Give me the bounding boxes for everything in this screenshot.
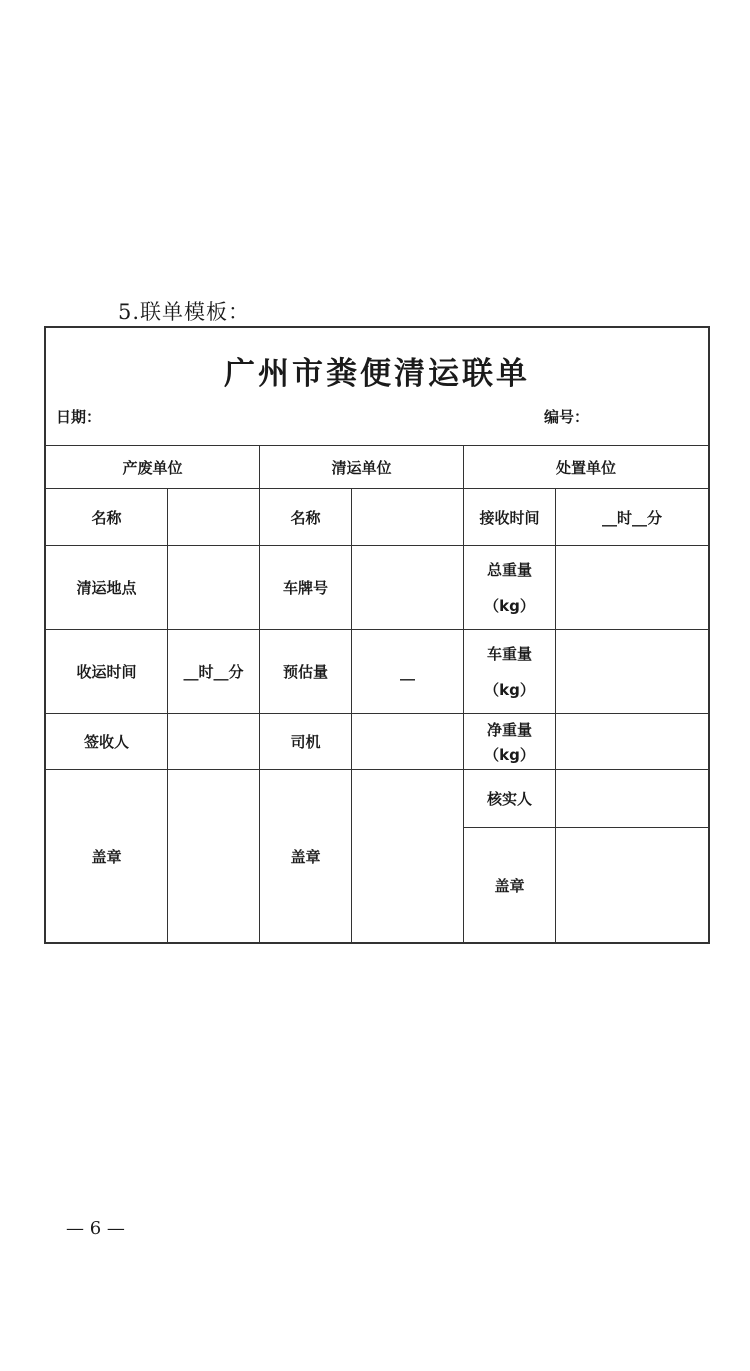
number-label: 编号： — [544, 408, 590, 426]
column-divider — [167, 488, 168, 942]
producer-name-label: 名称 — [91, 508, 122, 527]
section-disposal: 处置单位 — [555, 458, 616, 477]
section-transport: 清运单位 — [331, 458, 392, 477]
section-producer: 产废单位 — [122, 458, 183, 477]
disposal-tare-weight-label — [464, 630, 555, 713]
transport-plate-label: 车牌号 — [282, 579, 328, 597]
tare-weight-text: 车重量 — [486, 645, 532, 664]
manifest-form — [44, 326, 710, 944]
disposal-verifier-label: 核实人 — [486, 790, 532, 808]
producer-location-label: 清运地点 — [76, 579, 137, 597]
disposal-receive-time-label: 接收时间 — [479, 508, 540, 527]
producer-collect-time-value: __时__分 — [183, 663, 244, 681]
tare-weight-unit: （kg） — [484, 680, 535, 699]
gross-weight-text: 总重量 — [486, 561, 532, 580]
form-title: 广州市粪便清运联单 — [224, 356, 530, 392]
disposal-receive-time-value: __时__分 — [601, 508, 662, 527]
producer-collect-time-label: 收运时间 — [76, 663, 137, 681]
transport-driver-label: 司机 — [290, 733, 321, 751]
disposal-net-weight-label — [464, 714, 555, 769]
producer-seal-label: 盖章 — [91, 847, 122, 866]
net-weight-unit: （kg） — [484, 745, 535, 764]
transport-estimate-value: __ — [400, 662, 415, 681]
gross-weight-unit: （kg） — [484, 596, 535, 615]
column-divider — [351, 488, 352, 942]
transport-name-label: 名称 — [290, 508, 321, 527]
disposal-gross-weight-label — [464, 546, 555, 629]
disposal-seal-label: 盖章 — [494, 876, 525, 895]
transport-estimate-label: 预估量 — [282, 663, 328, 681]
date-label: 日期： — [56, 408, 102, 426]
page-number: — 6 — — [66, 1218, 125, 1239]
section-heading: 5.联单模板： — [118, 300, 251, 324]
transport-seal-label: 盖章 — [290, 847, 321, 866]
net-weight-text: 净重量 — [486, 720, 532, 739]
producer-receiver-label: 签收人 — [83, 733, 129, 751]
column-divider — [555, 488, 556, 942]
